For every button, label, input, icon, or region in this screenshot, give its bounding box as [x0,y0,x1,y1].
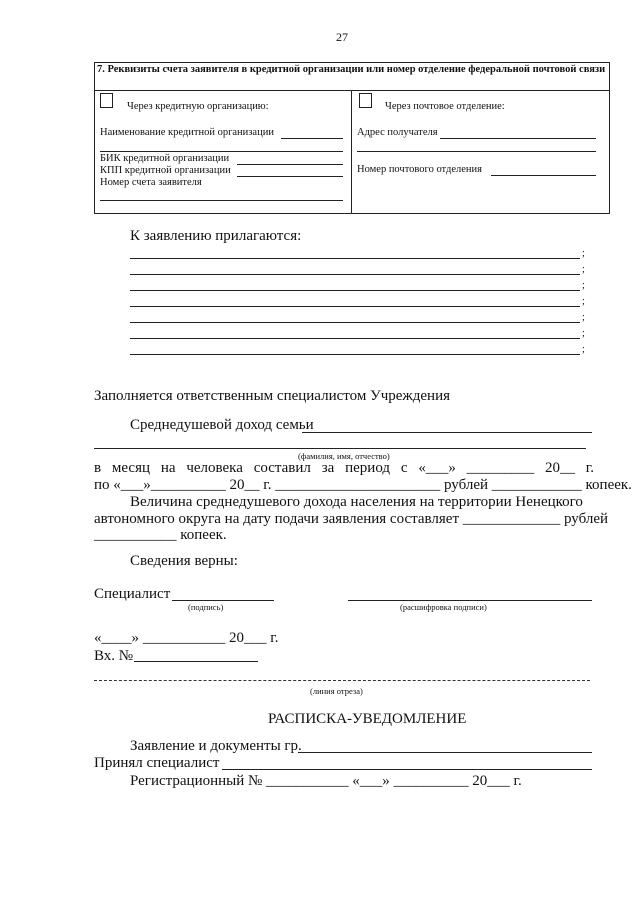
day-field[interactable]: «___» [418,460,456,476]
separator: ; [582,344,585,355]
attachment-line[interactable] [130,258,580,259]
registration-line[interactable]: Регистрационный № ___________ «___» __________ 20___ г. [130,773,522,789]
avg-income-line3[interactable]: ___________ копеек. [94,527,227,543]
docs-field[interactable] [298,752,592,753]
attachment-line[interactable] [130,338,580,339]
attachment-line[interactable] [130,354,580,355]
post-office-label: Номер почтового отделения [357,164,482,175]
bank-option-label: Через кредитную организацию: [127,101,269,112]
income-name-field[interactable] [302,432,592,433]
separator: ; [582,312,585,323]
kpp-field[interactable] [237,176,343,177]
separator: ; [582,264,585,275]
word: месяц [111,460,151,476]
cut-line-caption: (линия отреза) [310,686,363,696]
bik-label: БИК кредитной организации [100,153,230,164]
account-label: Номер счета заявителя [100,177,202,188]
word: за [321,460,335,476]
fio-caption: (фамилия, имя, отчество) [298,451,390,461]
signature-caption: (подпись) [188,602,224,612]
bank-name-field-2[interactable] [100,151,343,152]
attachment-line[interactable] [130,274,580,275]
date-field[interactable]: «____» ___________ 20___ г. [94,630,279,646]
decode-field[interactable] [348,600,592,601]
signature-field[interactable] [172,600,274,601]
attachment-line[interactable] [130,290,580,291]
post-option-label: Через почтовое отделение: [385,101,505,112]
address-field[interactable] [440,138,596,139]
separator: ; [582,248,585,259]
bank-name-field[interactable] [281,138,343,139]
account-field[interactable] [100,200,343,201]
bank-checkbox[interactable] [100,93,113,108]
specialist-section-title: Заполняется ответственным специалистом Учреждения [94,388,451,404]
word: период [345,460,391,476]
separator: ; [582,328,585,339]
incoming-field[interactable] [134,661,258,662]
bik-field[interactable] [237,164,343,165]
accepted-label: Принял специалист [94,755,220,771]
separator: ; [582,296,585,307]
attachments-title: К заявлению прилагаются: [130,228,302,244]
avg-income-line1: Величина среднедушевого дохода населения на территории Ненецкого [130,494,583,510]
incoming-label: Вх. № [94,648,134,664]
word: составил [253,460,311,476]
column-divider [351,90,352,213]
word: в [94,460,102,476]
year-field[interactable]: 20__ [544,460,575,476]
period-line [94,460,594,477]
month-field[interactable]: _________ [466,460,535,476]
post-office-field[interactable] [491,175,596,176]
address-label: Адрес получателя [357,127,438,138]
attachment-line[interactable] [130,306,580,307]
accepted-field[interactable] [222,769,592,770]
attachment-line[interactable] [130,322,580,323]
decode-caption: (расшифровка подписи) [400,602,487,612]
income-label: Среднедушевой доход семьи [130,417,314,433]
specialist-label: Специалист [94,586,171,602]
section7-table [94,62,610,214]
period-end-line[interactable]: по «___»__________ 20__ г. ______________________ рублей ____________ копеек. [94,477,632,493]
cut-line [94,680,590,681]
page-number: 27 [336,30,348,44]
separator: ; [582,280,585,291]
word: человека [186,460,243,476]
post-checkbox[interactable] [359,93,372,108]
word: на [160,460,176,476]
bank-name-label: Наименование кредитной организации [100,127,274,138]
verified-label: Сведения верны: [130,553,238,569]
word: с [400,460,408,476]
receipt-title: РАСПИСКА-УВЕДОМЛЕНИЕ [268,711,467,727]
word: г. [585,460,594,476]
section7-title: 7. Реквизиты счета заявителя в кредитной организации или номер отделение федеральной почтовой связи [95,63,609,91]
kpp-label: КПП кредитной организации [100,165,231,176]
address-field-2[interactable] [357,151,596,152]
docs-label: Заявление и документы гр. [130,738,302,754]
avg-income-line2[interactable]: автономного округа на дату подачи заявления составляет _____________ рублей [94,511,609,527]
income-name-field-2[interactable] [94,448,586,449]
